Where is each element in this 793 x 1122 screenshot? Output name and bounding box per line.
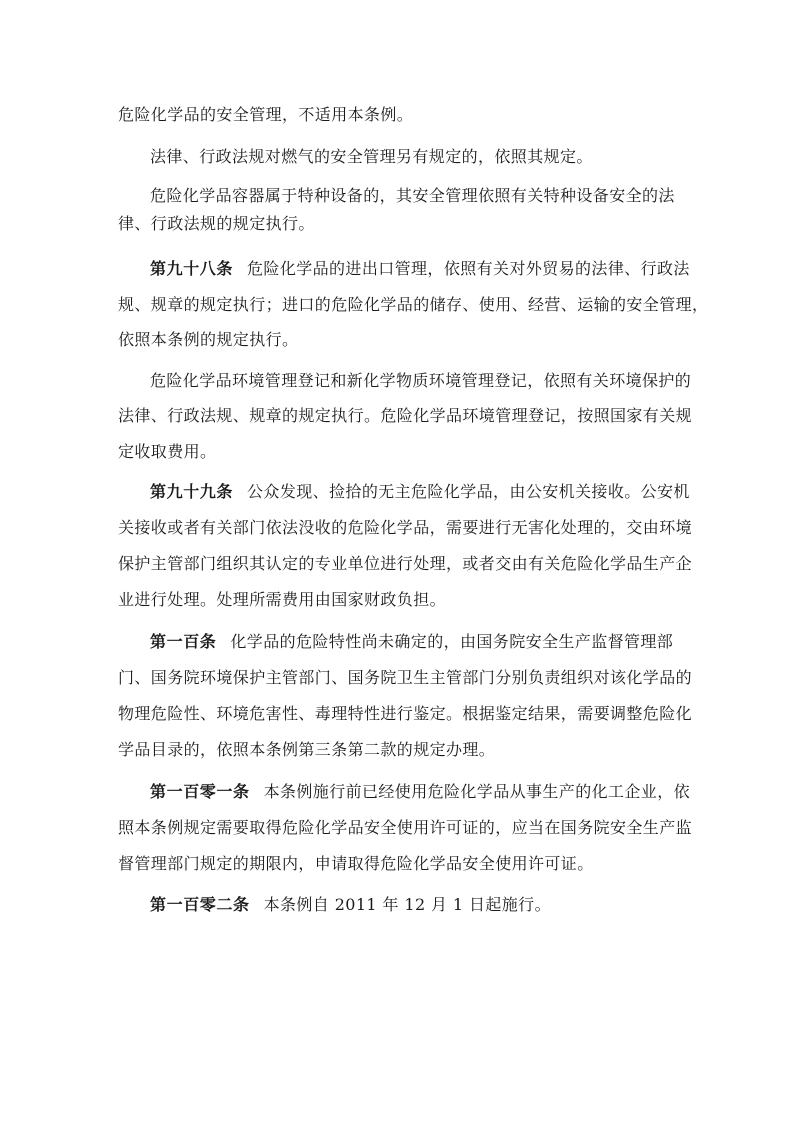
article-100-line — [150, 630, 673, 654]
paragraph-line: 定收取费用。 — [118, 442, 217, 461]
article-98-line — [150, 257, 690, 281]
paragraph-line: 危险化学品环境管理登记和新化学物质环境管理登记，依照有关环境保护的 — [150, 371, 692, 390]
article-99-line — [150, 480, 690, 504]
article-101-line — [150, 780, 690, 804]
paragraph-text: 化学品的危险特性尚未确定的，由国务院安全生产监督管理部 — [230, 632, 674, 651]
paragraph-line: 学品目录的，依照本条例第三条第二款的规定办理。 — [118, 740, 496, 759]
article-number: 第九十八条 — [150, 259, 234, 278]
paragraph-line: 门、国务院环境保护主管部门、国务院卫生主管部门分别负责组织对该化学品的 — [118, 668, 693, 687]
paragraph-line: 督管理部门规定的期限内，申请取得危险化学品安全使用许可证。 — [118, 854, 594, 873]
paragraph-line: 危险化学品的安全管理，不适用本条例。 — [118, 105, 414, 124]
paragraph-line: 规、规章的规定执行；进口的危险化学品的储存、使用、经营、运输的安全管理， — [118, 295, 709, 314]
article-102-line — [150, 893, 551, 917]
paragraph-line: 关接收或者有关部门依法没收的危险化学品，需要进行无害化处理的，交由环境 — [118, 518, 693, 537]
paragraph-line: 保护主管部门组织其认定的专业单位进行处理，或者交由有关危险化学品生产企 — [118, 554, 693, 573]
article-number: 第九十九条 — [150, 482, 234, 501]
paragraph-text: 公众发现、捡拾的无主危险化学品，由公安机关接收。公安机 — [247, 482, 690, 501]
paragraph-line: 律、行政法规的规定执行。 — [118, 214, 315, 233]
paragraph-line: 危险化学品容器属于特种设备的，其安全管理依照有关特种设备安全的法 — [150, 186, 675, 205]
article-number: 第一百条 — [150, 632, 217, 651]
paragraph-line: 物理危险性、环境危害性、毒理特性进行鉴定。根据鉴定结果，需要调整危险化 — [118, 704, 693, 723]
paragraph-line: 法律、行政法规对燃气的安全管理另有规定的，依照其规定。 — [150, 147, 593, 166]
paragraph-text: 本条例自 2011 年 12 月 1 日起施行。 — [263, 895, 551, 914]
paragraph-line: 法律、行政法规、规章的规定执行。危险化学品环境管理登记，按照国家有关规 — [118, 406, 693, 425]
paragraph-text: 危险化学品的进出口管理，依照有关对外贸易的法律、行政法 — [247, 259, 690, 278]
paragraph-text: 本条例施行前已经使用危险化学品从事生产的化工企业，依 — [263, 782, 691, 801]
article-number: 第一百零二条 — [150, 895, 250, 914]
paragraph-line: 依照本条例的规定执行。 — [118, 330, 299, 349]
paragraph-line: 业进行处理。处理所需费用由国家财政负担。 — [118, 590, 447, 609]
article-number: 第一百零一条 — [150, 782, 250, 801]
paragraph-line: 照本条例规定需要取得危险化学品安全使用许可证的，应当在国务院安全生产监 — [118, 818, 693, 837]
